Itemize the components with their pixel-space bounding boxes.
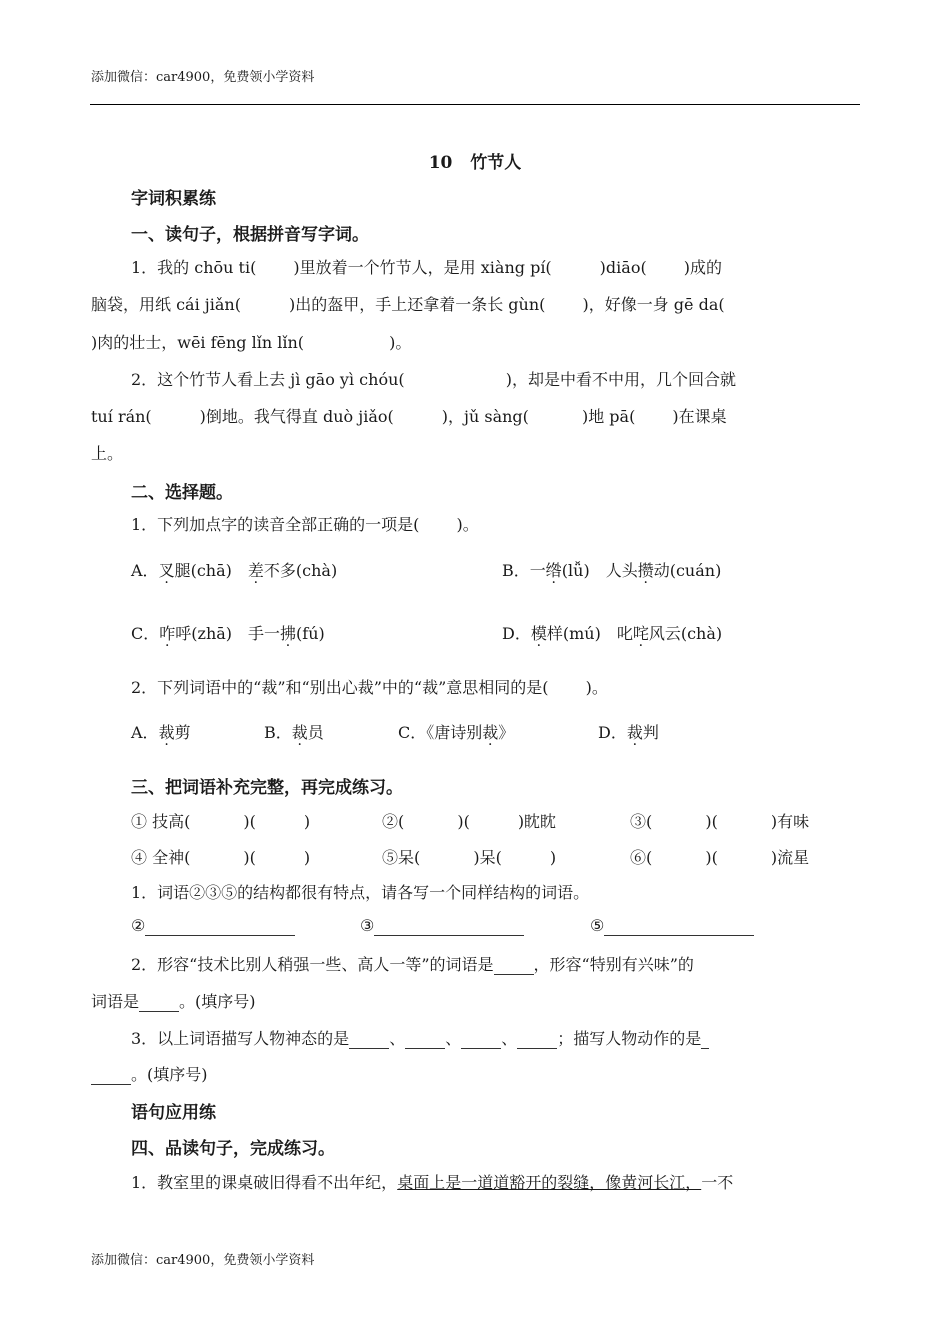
option-text: 动(cuán)	[653, 561, 722, 580]
answer-blank[interactable]	[604, 916, 754, 936]
option-text: 判	[642, 723, 659, 742]
option-label: C．	[131, 624, 160, 643]
dotted-char: 咤	[632, 624, 649, 643]
dotted-char: 裁	[482, 723, 499, 742]
answer-label: ③	[360, 916, 375, 935]
dotted-char: 裁	[291, 723, 308, 742]
mc2-option-d	[598, 720, 659, 743]
option-text: 呼(zhā) 手一	[175, 624, 281, 643]
question-3-heading: 三、把词语补充完整，再完成练习。	[131, 778, 403, 798]
idiom-4: ④ 全神( )( )	[131, 848, 311, 867]
option-label: B．	[264, 723, 292, 742]
footer-watermark: 添加微信：car4900，免费领小学资料	[91, 1253, 315, 1268]
answer-blank[interactable]	[494, 955, 534, 975]
q3-answer-5	[590, 916, 754, 936]
option-label: A．	[131, 561, 159, 580]
task-text: 2．形容“技术比别人稍强一些、高人一等”的词语是	[131, 955, 494, 974]
task-text: 3．以上词语描写人物神态的是	[131, 1029, 350, 1048]
q3-task-2	[131, 952, 694, 975]
task-text: 词语是	[91, 992, 140, 1011]
answer-blank[interactable]	[461, 1029, 501, 1049]
header-rule	[90, 104, 860, 105]
q4-passage	[131, 1170, 733, 1193]
idiom-1: ① 技高( )( )	[131, 812, 311, 831]
separator: 、	[445, 1029, 462, 1048]
dotted-char: 拂	[280, 624, 297, 643]
page-title	[0, 148, 950, 173]
q3-task-1: 1．词语②③⑤的结构都很有特点，请各写一个同样结构的词语。	[131, 883, 590, 902]
mc2-option-c	[398, 720, 514, 743]
dotted-char: 绺	[545, 561, 562, 580]
option-text: 样(mú) 叱	[546, 624, 633, 643]
mc1-stem: 1．下列加点字的读音全部正确的一项是( )。	[131, 515, 479, 534]
passage-text: 一不	[701, 1173, 734, 1192]
answer-blank[interactable]	[517, 1029, 557, 1049]
separator: 、	[389, 1029, 406, 1048]
idiom-5: ⑤呆( )呆( )	[382, 848, 557, 867]
q1-line-1: 1．我的 chōu ti( )里放着一个竹节人，是用 xiàng pí( )diāo( )成的	[131, 258, 723, 277]
dotted-char: 裁	[626, 723, 643, 742]
option-text: 不多(chà)	[263, 561, 338, 580]
dotted-char: 差	[247, 561, 264, 580]
answer-blank[interactable]	[701, 1029, 709, 1049]
option-text: (fú)	[296, 624, 325, 643]
mc1-option-d	[502, 621, 722, 644]
q1-line-4: 2．这个竹节人看上去 jì gāo yì chóu( )，却是中看不中用，几个回合就	[131, 370, 736, 389]
header-watermark: 添加微信：car4900，免费领小学资料	[91, 70, 315, 85]
option-text: 》	[498, 723, 515, 742]
option-text: (lǚ) 人头	[561, 561, 638, 580]
task-text: ，形容“特别有兴味”的	[533, 955, 694, 974]
task-text: 。(填序号)	[179, 992, 256, 1011]
q3-task-3	[131, 1026, 709, 1049]
separator: 、	[501, 1029, 518, 1048]
dotted-char: 裁	[158, 723, 175, 742]
section-heading-vocab: 字词积累练	[131, 189, 216, 209]
answer-label: ⑤	[590, 916, 605, 935]
option-label: B．一	[502, 561, 546, 580]
option-label: A．	[131, 723, 159, 742]
q1-line-6: 上。	[91, 444, 124, 463]
option-label: C．《唐诗别	[398, 723, 483, 742]
mc2-option-b	[264, 720, 324, 743]
answer-blank[interactable]	[91, 1065, 131, 1085]
section-heading-sentence: 语句应用练	[131, 1103, 216, 1123]
mc1-option-a	[131, 558, 337, 581]
task-text: ；描写人物动作的是	[557, 1029, 702, 1048]
dotted-char: 攒	[637, 561, 654, 580]
mc1-option-c	[131, 621, 325, 644]
q1-line-2: 脑袋，用纸 cái jiǎn( )出的盔甲，手上还拿着一条长 gùn( )，好像一身 gē da(	[91, 295, 725, 314]
lesson-number: 10	[428, 153, 453, 173]
dotted-char: 咋	[159, 624, 176, 643]
answer-blank[interactable]	[374, 916, 524, 936]
q3-answer-2	[131, 916, 295, 936]
idiom-2: ②( )( )眈眈	[382, 812, 557, 831]
task-text: 。(填序号)	[131, 1065, 208, 1084]
underlined-sentence: 桌面上是一道道豁开的裂缝，像黄河长江，	[397, 1173, 702, 1192]
option-label: D．	[598, 723, 627, 742]
idiom-6: ⑥( )( )流星	[630, 848, 810, 867]
question-1-heading: 一、读句子，根据拼音写字词。	[131, 225, 369, 245]
q3-task-2-cont	[91, 989, 256, 1012]
passage-text: 1．教室里的课桌破旧得看不出年纪，	[131, 1173, 398, 1192]
dotted-char: 模	[530, 624, 547, 643]
question-2-heading: 二、选择题。	[131, 483, 233, 503]
dotted-char: 叉	[158, 561, 175, 580]
answer-blank[interactable]	[139, 992, 179, 1012]
mc2-stem: 2．下列词语中的“裁”和“别出心裁”中的“裁”意思相同的是( )。	[131, 678, 608, 697]
option-text: 腿(chā)	[174, 561, 248, 580]
lesson-name: 竹节人	[470, 153, 522, 173]
option-label: D．	[502, 624, 531, 643]
mc2-option-a	[131, 720, 191, 743]
answer-blank[interactable]	[145, 916, 295, 936]
question-4-heading: 四、品读句子，完成练习。	[131, 1139, 335, 1159]
mc1-option-b	[502, 558, 721, 581]
idiom-3: ③( )( )有味	[630, 812, 810, 831]
answer-blank[interactable]	[349, 1029, 389, 1049]
q3-task-3-cont	[91, 1062, 208, 1085]
answer-label: ②	[131, 916, 146, 935]
q1-line-3: )肉的壮士，wēi fēng lǐn lǐn( )。	[91, 333, 412, 352]
q3-answer-3	[360, 916, 524, 936]
answer-blank[interactable]	[405, 1029, 445, 1049]
q1-line-5: tuí rán( )倒地。我气得直 duò jiǎo( )，jǔ sàng( )地 pā( )在课桌	[91, 407, 727, 426]
option-text: 风云(chà)	[648, 624, 723, 643]
option-text: 剪	[174, 723, 191, 742]
option-text: 员	[307, 723, 324, 742]
